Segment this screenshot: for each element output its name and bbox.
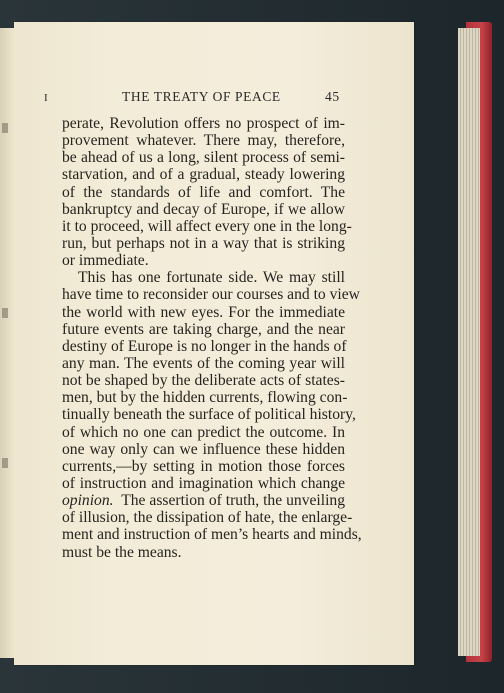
chapter-numeral: I <box>44 92 49 104</box>
text-line: bankruptcy and decay of Europe, if we allow <box>62 200 345 218</box>
text-line: must be the means. <box>62 543 182 561</box>
book-page <box>14 22 414 665</box>
facing-page-ink-mark <box>2 458 8 468</box>
text-line: of which no one can predict the outcome. In <box>62 423 345 441</box>
text-line: not be shaped by the deliberate acts of states- <box>62 372 345 390</box>
text-line: men, but by the hidden currents, flowing con- <box>62 389 348 407</box>
text-line: destiny of Europe is no longer in the hands of <box>62 337 347 355</box>
page-stack-edges <box>458 28 480 656</box>
text-line: be ahead of us a long, silent process of semi- <box>62 149 345 167</box>
text-line: future events are taking charge, and the near <box>62 320 345 338</box>
text-line: of instruction and imagination which change <box>62 474 345 492</box>
facing-page-ink-mark <box>2 123 8 133</box>
text-line: perate, Revolution offers no prospect of im- <box>62 115 345 132</box>
page-number: 45 <box>325 89 340 104</box>
text-line: ment and instruction of men’s hearts and minds, <box>62 526 362 544</box>
text-line <box>62 492 345 509</box>
text-line: of the standards of life and comfort. The <box>62 183 345 201</box>
text-line: tinually beneath the surface of political history, <box>62 406 356 424</box>
text-line: provement whatever. There may, therefore, <box>62 132 345 150</box>
text-line: This has one fortunate side. We may still <box>78 269 345 287</box>
italic-word: opinion. <box>62 492 114 510</box>
text-line: the world with new eyes. For the immediate <box>62 303 345 321</box>
text-line: of illusion, the dissipation of hate, the enlarge- <box>62 509 353 527</box>
running-title: THE TREATY OF PEACE <box>122 89 281 104</box>
text-segment: The assertion of truth, the unveiling <box>121 492 346 510</box>
running-head <box>44 89 344 111</box>
text-line: currents,—by setting in motion those forces <box>62 457 345 475</box>
text-line: it to proceed, will affect every one in the long- <box>62 217 352 235</box>
text-line: one way only can we influence these hidden <box>62 440 345 458</box>
text-line: run, but perhaps not in a way that is striking <box>62 234 345 252</box>
text-line: or immediate. <box>62 252 149 270</box>
facing-page-edge <box>0 28 14 658</box>
text-line: any man. The events of the coming year will <box>62 354 345 372</box>
text-line: have time to reconsider our courses and to view <box>62 286 360 304</box>
text-line: starvation, and of a gradual, steady lowering <box>62 166 345 184</box>
body-text <box>62 115 362 561</box>
facing-page-ink-mark <box>2 308 8 318</box>
